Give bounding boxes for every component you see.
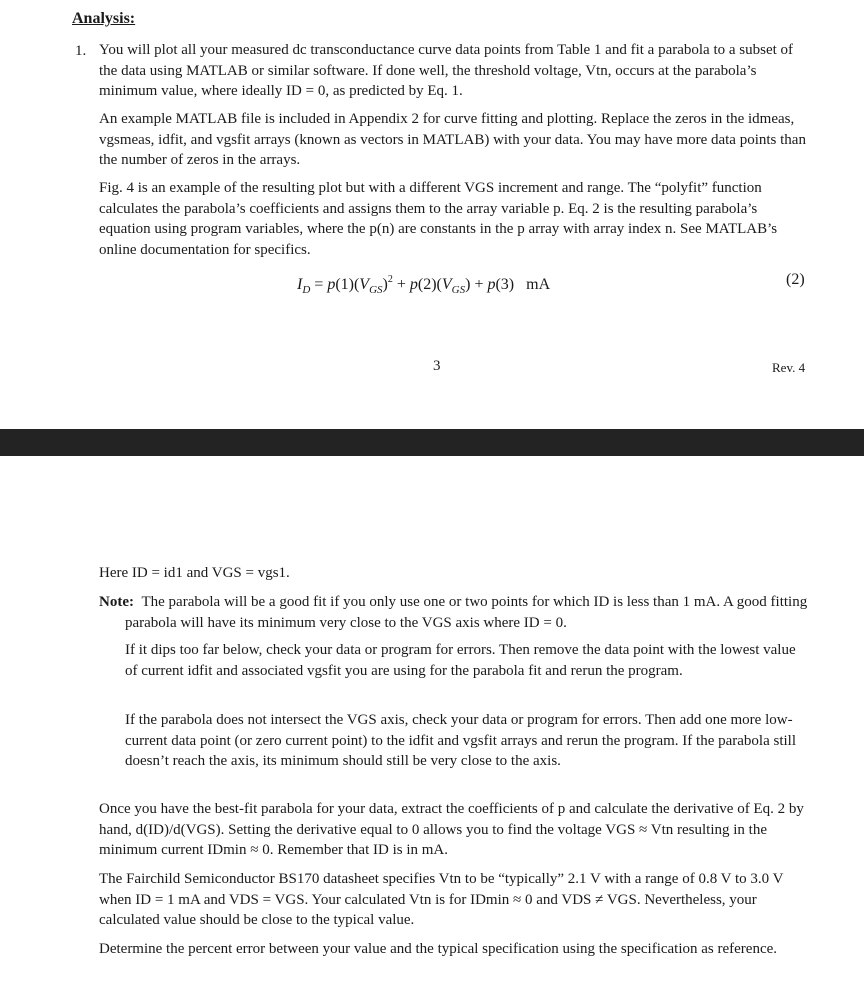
- paragraph-percent-error: Determine the percent error between your value and the typical specification using the specification as reference.: [99, 941, 778, 957]
- paragraph-fairchild: The Fairchild Semiconductor BS170 datasheet specifies Vtn to be “typically” 2.1 V with a range of 0.8 V to 3.0 V when ID = 1 mA and VDS = VGS. Your calculated Vtn is for IDmin ≈ 0 and VDS ≠ VGS. Nevertheless, your calculated value should be close to the typical value.: [99, 871, 784, 928]
- note-text: The parabola will be a good fit if you only use one or two points for which ID is less than 1 mA. A good fitting parabola will have its minimum very close to the VGS axis where ID = 0.: [125, 594, 808, 631]
- list-item-number: 1.: [75, 43, 87, 59]
- page-number: 3: [433, 358, 441, 374]
- note-paragraph-dips: If it dips too far below, check your data or program for errors. Then remove the data point with the lowest value of current idfit and associated vgsfit you are using for the parabola fit and rerun the program.: [125, 642, 796, 679]
- note-paragraph: [99, 592, 815, 633]
- paragraph-matlab-file: An example MATLAB file is included in Appendix 2 for curve fitting and plotting. Replace the zeros in the idmeas, vgsmeas, idfit, and vgsfit arrays (known as vectors in MATLAB) with your data. You may have more data points than the number of zeros in the arrays.: [99, 111, 806, 168]
- paragraph-plot-instructions: You will plot all your measured dc transconductance curve data points from Table 1 and fit a parabola to a subset of the data using MATLAB or similar software. If done well, the threshold voltage, Vtn, occurs at the parabola’s minimum value, where ideally ID = 0, as predicted by Eq. 1.: [99, 42, 794, 99]
- paragraph-here: Here ID = id1 and VGS = vgs1.: [99, 565, 290, 581]
- revision-label: Rev. 4: [772, 360, 806, 375]
- page-separator-bar: [0, 429, 864, 456]
- equation-2: $I_D = p(1)(V_{GS})^2 + p(2)(V_{GS}) + p(3)$ mA: [297, 274, 551, 296]
- note-label: Note:: [99, 594, 134, 610]
- note-paragraph-intersect: If the parabola does not intersect the VGS axis, check your data or program for errors. Then add one more low-current data point (or zero current point) to the idfit and vgsfit arrays and rerun the program. If the parabola still doesn’t reach the axis, its minimum should still be very close to the axis.: [125, 712, 797, 769]
- paragraph-coefficients: Once you have the best-fit parabola for your data, extract the coefficients of p and calculate the derivative of Eq. 2 by hand, d(ID)/d(VGS). Setting the derivative equal to 0 allows you to find the voltage VGS ≈ Vtn resulting in the minimum current IDmin ≈ 0. Remember that ID is in mA.: [99, 801, 804, 858]
- equation-number: (2): [786, 271, 805, 288]
- paragraph-fig4: Fig. 4 is an example of the resulting plot but with a different VGS increment and range. The “polyfit” function calculates the parabola’s coefficients and assigns them to the array variable p. Eq. 2 is the resulting parabola’s equation using program variables, where the p(n) are constants in the p array with array index n. See MATLAB’s online documentation for specifics.: [99, 180, 778, 258]
- section-heading: Analysis:: [72, 10, 136, 27]
